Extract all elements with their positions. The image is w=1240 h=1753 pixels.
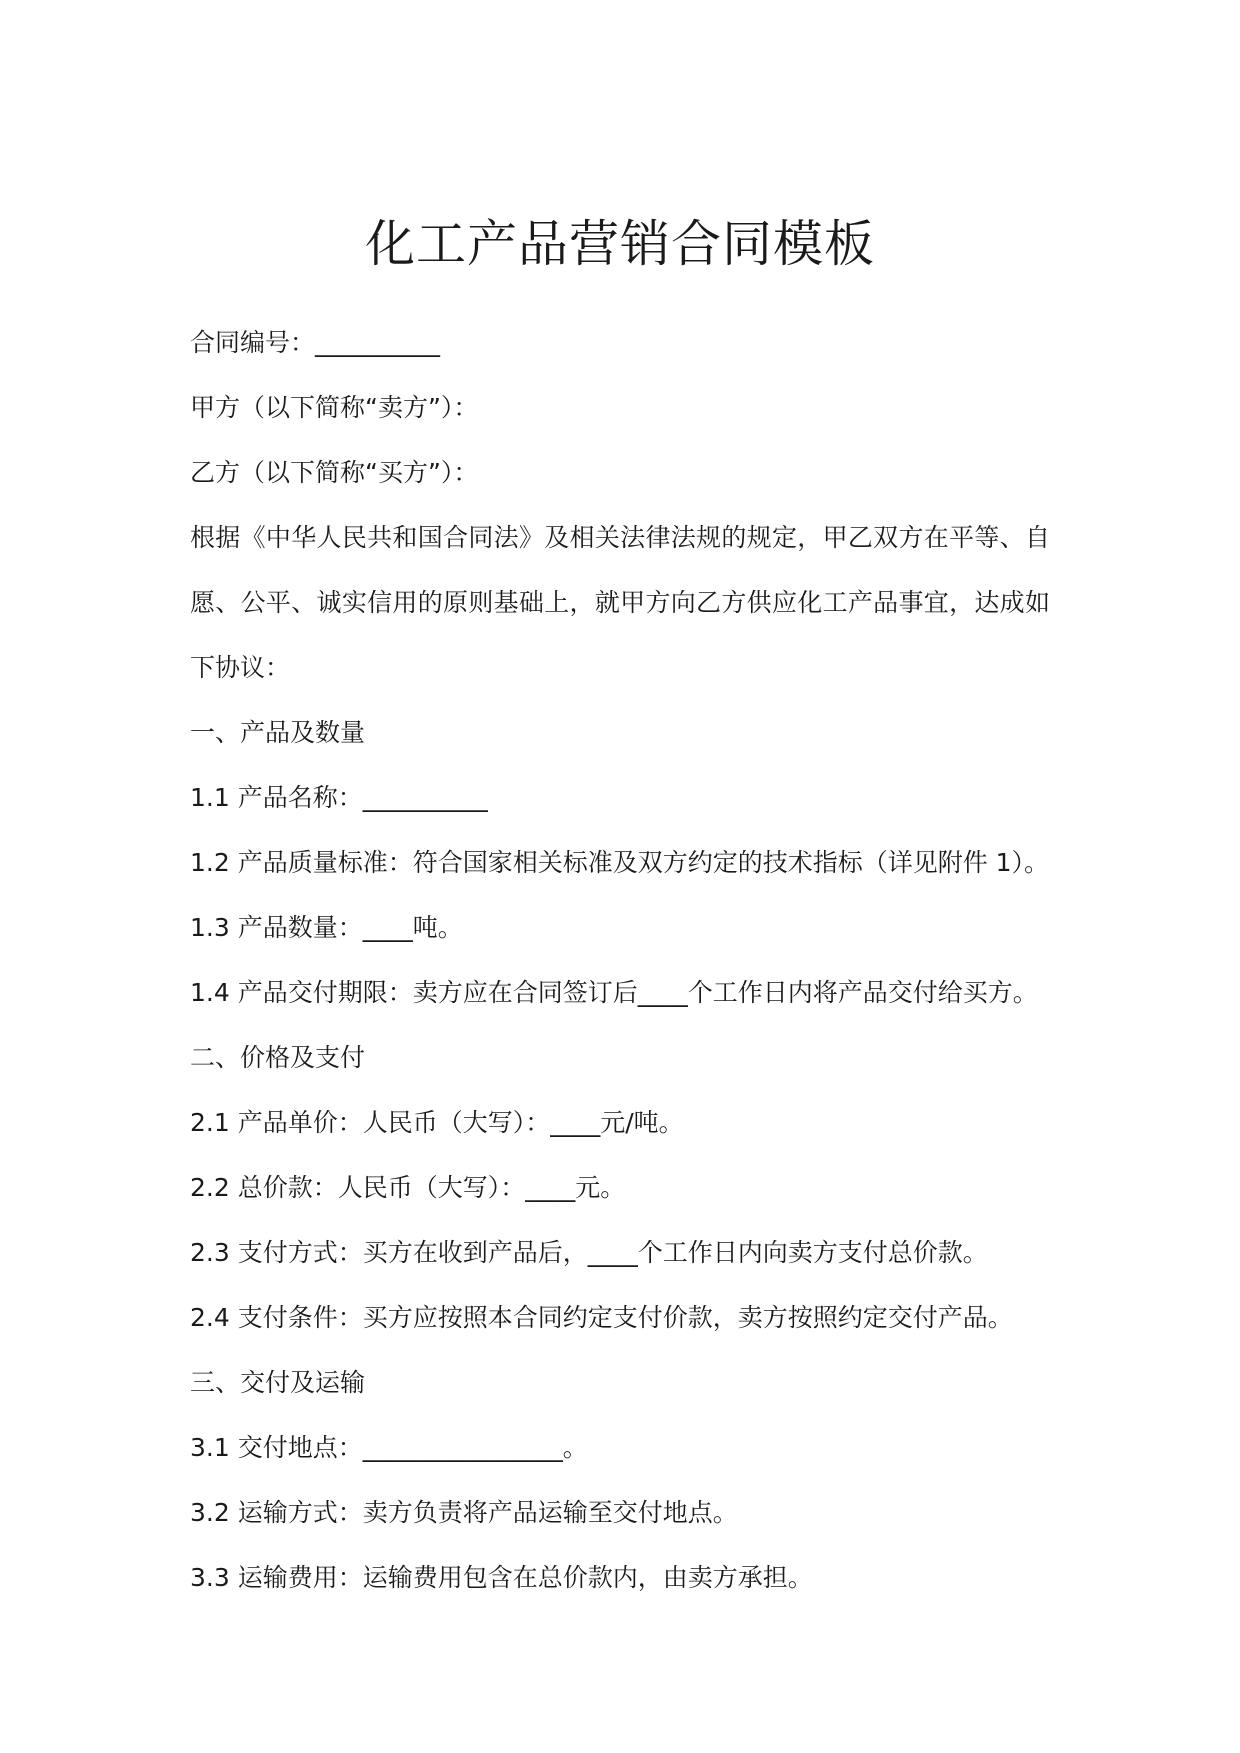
clause-1-4: 1.4 产品交付期限：卖方应在合同签订后____个工作日内将产品交付给买方。: [190, 978, 1038, 1007]
clause-1-3: 1.3 产品数量：____吨。: [190, 913, 463, 942]
document-body: [190, 310, 1050, 1610]
clause-2-3: 2.3 支付方式：买方在收到产品后，____个工作日内向卖方支付总价款。: [190, 1238, 988, 1267]
clause-3-1: 3.1 交付地点：________________。: [190, 1433, 588, 1462]
clause-3-2: 3.2 运输方式：卖方负责将产品运输至交付地点。: [190, 1498, 738, 1527]
clause-1-1: 1.1 产品名称：__________: [190, 783, 488, 812]
clause-2-4: 2.4 支付条件：买方应按照本合同约定支付价款，卖方按照约定交付产品。: [190, 1303, 1013, 1332]
clause-1-2: 1.2 产品质量标准：符合国家相关标准及双方约定的技术指标（详见附件 1）。: [190, 848, 1050, 877]
document-title: 化工产品营销合同模板: [365, 215, 875, 273]
clause-3-3: 3.3 运输费用：运输费用包含在总价款内，由卖方承担。: [190, 1563, 813, 1592]
section-heading-1: 一、产品及数量: [190, 718, 366, 747]
clause-2-2: 2.2 总价款：人民币（大写）：____元。: [190, 1173, 626, 1202]
section-heading-2: 二、价格及支付: [190, 1043, 366, 1072]
preamble-paragraph: 根据《中华人民共和国合同法》及相关法律法规的规定，甲乙双方在平等、自愿、公平、诚实信用的原则基础上，就甲方向乙方供应化工产品事宜，达成如下协议：: [190, 523, 1050, 682]
party-b-line: 乙方（以下简称“买方”）：: [190, 458, 479, 487]
party-a-line: 甲方（以下简称“卖方”）：: [190, 393, 479, 422]
section-heading-3: 三、交付及运输: [190, 1368, 366, 1397]
contract-number-line: 合同编号：__________: [190, 328, 441, 357]
clause-2-1: 2.1 产品单价：人民币（大写）：____元/吨。: [190, 1108, 684, 1137]
